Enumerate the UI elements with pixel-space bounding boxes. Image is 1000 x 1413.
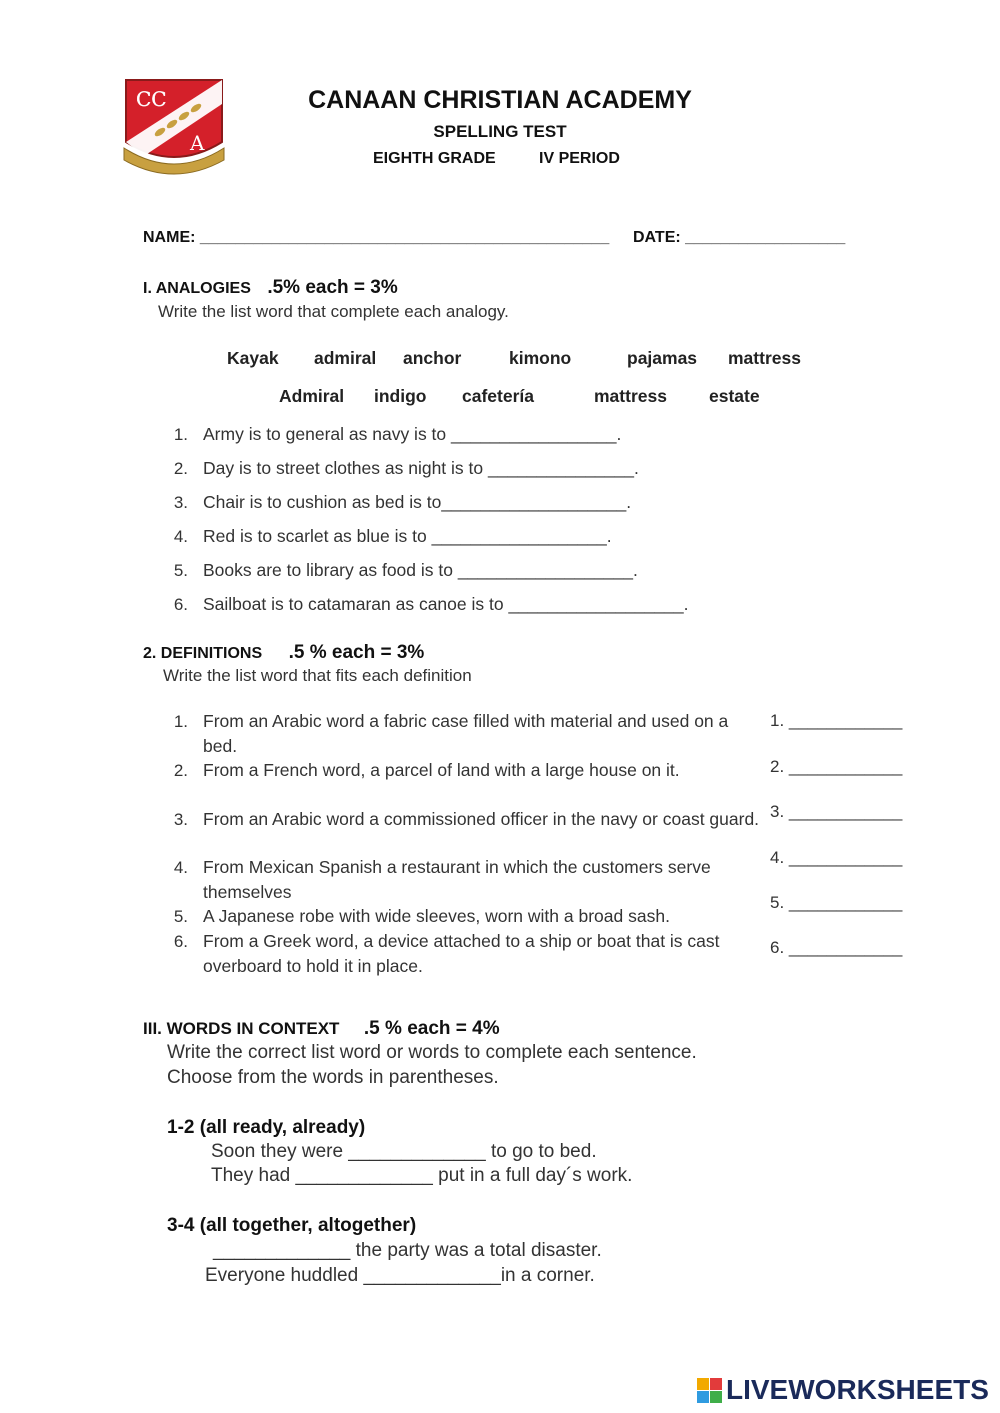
test-title: SPELLING TEST — [433, 122, 567, 141]
definition-answer[interactable]: 3. ____________ — [770, 802, 903, 821]
analogy-number: 1. — [173, 425, 188, 444]
word-bank-item: kimono — [509, 348, 572, 368]
definition-answer[interactable]: 6. ____________ — [770, 938, 903, 957]
period-label: IV PERIOD — [539, 150, 620, 167]
analogy-number: 4. — [173, 527, 188, 546]
section3-heading — [143, 1018, 500, 1040]
context-group-heading: 3-4 (all together, altogether) — [167, 1215, 417, 1236]
context-sentence[interactable]: _____________ the party was a total disaster. — [213, 1240, 602, 1261]
context-sentence[interactable]: Soon they were _____________ to go to bed. — [211, 1141, 597, 1162]
section2-instruction: Write the list word that fits each definition — [163, 666, 472, 685]
section1-points: .5% each = 3% — [267, 277, 398, 298]
section3-title: III. WORDS IN CONTEXT — [143, 1019, 340, 1038]
definition-number: 2. — [173, 761, 188, 780]
analogy-number: 5. — [173, 561, 188, 580]
definition-number: 6. — [173, 932, 188, 951]
definition-text: From an Arabic word a commissioned officer in the navy or coast guard. — [203, 809, 760, 829]
definition-answer[interactable]: 5. ____________ — [770, 893, 903, 912]
definition-answer[interactable]: 1. ____________ — [770, 711, 903, 730]
definition-number: 5. — [173, 907, 188, 926]
section1-instruction: Write the list word that complete each analogy. — [158, 302, 509, 321]
word-bank-item: Admiral — [279, 386, 345, 406]
definition-text: From a French word, a parcel of land with a large house on it. — [203, 760, 680, 780]
word-bank-item: mattress — [728, 348, 801, 368]
context-sentence[interactable]: They had _____________ put in a full day´s work. — [211, 1165, 633, 1186]
analogy-question[interactable]: Army is to general as navy is to _________________. — [203, 424, 622, 444]
liveworksheets-brand: LIVEWORKSHEETS — [726, 1374, 989, 1405]
definition-text: From Mexican Spanish a restaurant in which the customers serve themselves — [203, 857, 711, 902]
analogy-question[interactable]: Sailboat is to catamaran as canoe is to __________________. — [203, 594, 689, 614]
section2-heading — [143, 642, 424, 664]
analogy-question[interactable]: Day is to street clothes as night is to _______________. — [203, 458, 639, 478]
section1-heading — [143, 277, 398, 299]
definition-answer[interactable]: 2. ____________ — [770, 757, 903, 776]
word-bank-item: mattress — [594, 386, 667, 406]
analogy-number: 2. — [173, 459, 188, 478]
section3-instruction: Write the correct list word or words to complete each sentence. — [167, 1042, 697, 1063]
word-bank-item: pajamas — [627, 348, 698, 368]
svg-text:A: A — [190, 131, 205, 155]
liveworksheets-icon — [697, 1378, 723, 1409]
analogy-number: 6. — [173, 595, 188, 614]
analogy-question[interactable]: Books are to library as food is to __________________. — [203, 560, 638, 580]
name-field[interactable]: NAME: ______________________________________________ — [143, 229, 610, 246]
analogy-number: 3. — [173, 493, 188, 512]
date-field[interactable]: DATE: __________________ — [633, 229, 846, 246]
definition-number: 1. — [173, 712, 188, 731]
analogy-question[interactable]: Red is to scarlet as blue is to __________________. — [203, 526, 612, 546]
word-bank-item: anchor — [403, 348, 462, 368]
definition-text: A Japanese robe with wide sleeves, worn with a broad sash. — [203, 906, 670, 926]
logo-letters: CC — [136, 87, 167, 111]
section2-points: .5 % each = 3% — [288, 642, 425, 663]
analogy-question[interactable]: Chair is to cushion as bed is to___________________. — [203, 492, 632, 512]
word-bank-item: admiral — [314, 348, 377, 368]
definition-text: From an Arabic word a fabric case filled with material and used on a bed. — [203, 711, 729, 756]
definition-answer[interactable]: 4. ____________ — [770, 848, 903, 867]
word-bank-item: cafetería — [462, 386, 534, 406]
definition-number: 4. — [173, 858, 188, 877]
section3-points: .5 % each = 4% — [363, 1018, 500, 1039]
context-sentence[interactable]: Everyone huddled _____________in a corner. — [205, 1265, 595, 1286]
section2-title: 2. DEFINITIONS — [143, 645, 263, 662]
section1-title: I. ANALOGIES — [143, 280, 251, 297]
definition-text: From a Greek word, a device attached to a ship or boat that is cast overboard to hold it in place. — [203, 931, 720, 976]
word-bank-item: Kayak — [227, 348, 279, 368]
context-group-heading: 1-2 (all ready, already) — [167, 1117, 366, 1138]
school-name: CANAAN CHRISTIAN ACADEMY — [308, 86, 692, 114]
word-bank-item: estate — [709, 386, 760, 406]
word-bank-item: indigo — [374, 386, 427, 406]
grade-label: EIGHTH GRADE — [373, 150, 496, 167]
definition-number: 3. — [173, 810, 188, 829]
section3-instruction: Choose from the words in parentheses. — [167, 1067, 499, 1088]
